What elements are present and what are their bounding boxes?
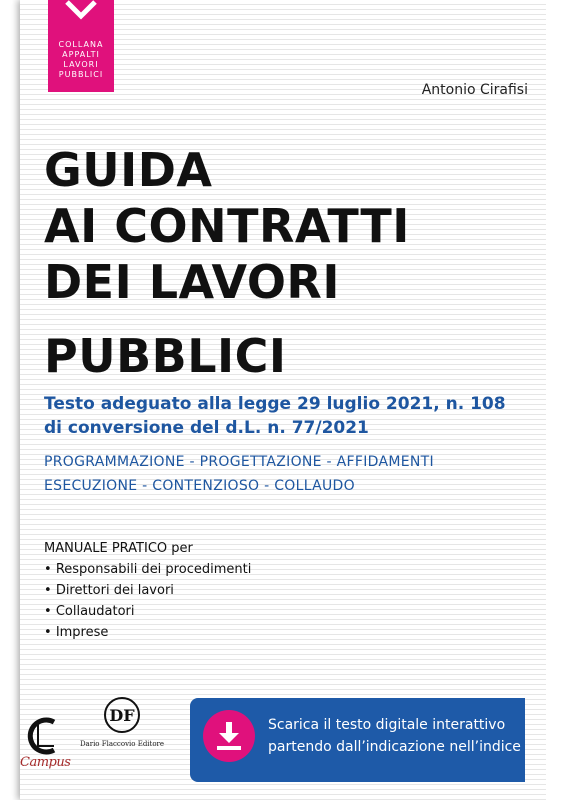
chevron-down-icon (61, 0, 101, 26)
title-line: DEI LAVORI (44, 255, 340, 309)
author-name: Antonio Cirafisi (421, 82, 528, 98)
series-label-line: LAVORI (63, 60, 99, 69)
banner-line: Scarica il testo digitale interattivo (268, 717, 506, 733)
topics-line: PROGRAMMAZIONE - PROGETTAZIONE - AFFIDAMENTI (44, 454, 434, 470)
download-button[interactable] (203, 710, 255, 762)
publisher-mark: DF (109, 706, 135, 725)
series-label-line: APPALTI (62, 50, 100, 59)
title-line: PUBBLICI (44, 329, 287, 383)
title-line: AI CONTRATTI (44, 199, 410, 253)
publisher-logo-icon (102, 696, 142, 734)
series-label-line: PUBBLICI (58, 70, 104, 79)
series-badge (48, 0, 114, 92)
list-item: • Imprese (44, 622, 251, 643)
book-title (44, 142, 410, 384)
series-label-line: COLLANA (58, 40, 104, 49)
banner-line: partendo dall’indicazione nell’indice (268, 739, 521, 755)
topics (44, 450, 434, 498)
manual-audience (44, 538, 251, 643)
campus-logo-icon (24, 716, 64, 756)
download-icon (215, 721, 243, 751)
download-banner[interactable] (190, 698, 525, 782)
publisher-name: Dario Flaccovio Editore (79, 740, 165, 748)
topics-line: ESECUZIONE - CONTENZIOSO - COLLAUDO (44, 478, 355, 494)
subtitle-line: di conversione del d.L. n. 77/2021 (44, 418, 369, 438)
list-item: • Direttori dei lavori (44, 580, 251, 601)
page-edge (546, 0, 568, 800)
download-text (268, 714, 521, 758)
manual-heading: MANUALE PRATICO per (44, 541, 193, 556)
list-item: • Collaudatori (44, 601, 251, 622)
publisher-logo (72, 696, 172, 748)
campus-logo-text: Campus (20, 755, 71, 770)
list-item: • Responsabili dei procedimenti (44, 559, 251, 580)
title-line: GUIDA (44, 143, 213, 197)
subtitle (44, 392, 506, 440)
audience-list (44, 559, 251, 643)
subtitle-line: Testo adeguato alla legge 29 luglio 2021, n. 108 (44, 394, 506, 414)
